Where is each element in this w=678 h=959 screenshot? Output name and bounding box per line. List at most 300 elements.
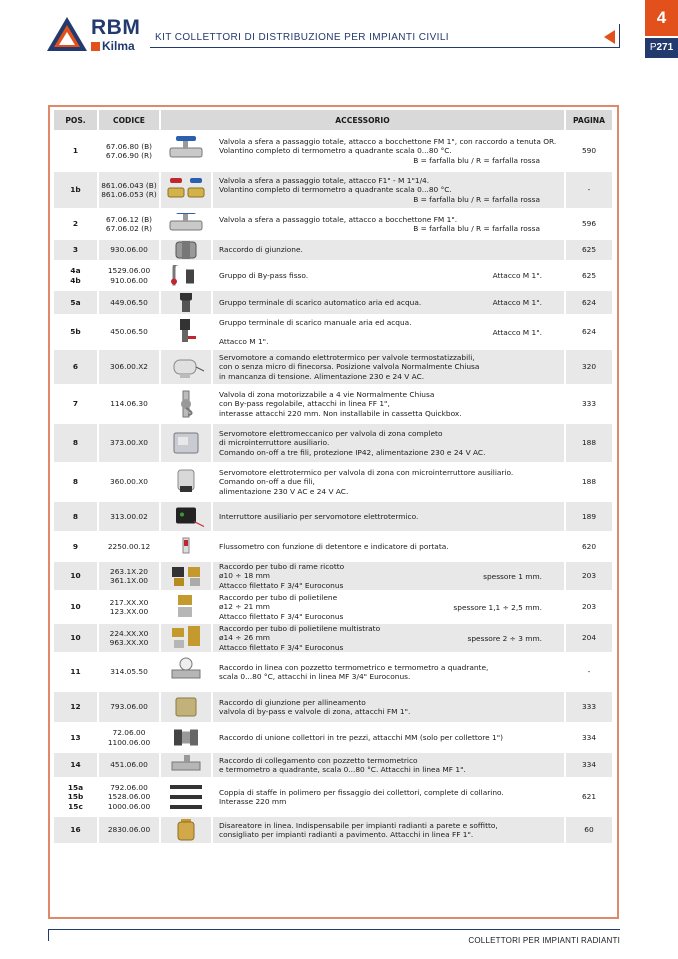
accessory-line: Attacco filettato F 3/4" Euroconus: [219, 642, 344, 652]
accessory-side-note: Attacco M 1".: [492, 270, 542, 280]
table-row[interactable]: [54, 240, 612, 260]
cell-pos: [54, 624, 99, 652]
accessory-description: [219, 756, 564, 775]
table-row[interactable]: [54, 211, 612, 237]
cell-pagina[interactable]: [566, 692, 612, 722]
deaerator-icon: [166, 825, 206, 834]
cell-codice: [99, 725, 161, 750]
accessory-side-note: Attacco M 1".: [492, 327, 542, 337]
page-ref-link[interactable]: 203: [581, 602, 597, 612]
table-row[interactable]: [54, 291, 612, 314]
accessory-lines: [219, 542, 564, 551]
code-value: 123.XX.00: [109, 607, 149, 616]
cell-image: [161, 534, 213, 559]
accessory-description: [219, 429, 564, 457]
pos-value: 1b: [70, 185, 81, 195]
table-row[interactable]: [54, 317, 612, 347]
code-value: 2830.06.00: [107, 825, 151, 835]
cell-pos: [54, 692, 99, 722]
cell-image: [161, 133, 213, 169]
accessory-lines: [219, 353, 564, 381]
cell-pos: [54, 655, 99, 689]
bypass-icon: [166, 271, 206, 280]
pos-value: 8: [72, 477, 79, 487]
pos-value: 6: [72, 362, 79, 372]
accessory-description: [219, 562, 564, 590]
page-ref-link[interactable]: 333: [581, 702, 597, 712]
table-header-row: [54, 110, 612, 130]
cell-accessorio: [213, 753, 566, 777]
cell-pos: [54, 211, 99, 237]
cell-codice: [99, 817, 161, 843]
cell-pagina[interactable]: [566, 387, 612, 421]
cell-pagina[interactable]: [566, 291, 612, 314]
table-row[interactable]: [54, 263, 612, 288]
cell-image: [161, 317, 213, 347]
page-ref-link[interactable]: 333: [581, 399, 597, 409]
accessory-line: Comando on-off a tre fili, protezione IP42, alimentazione 230 e 24 V AC.: [219, 447, 486, 457]
cell-codice: [99, 502, 161, 531]
cell-codice: [99, 263, 161, 288]
cell-accessorio: [213, 350, 566, 384]
cell-pos: [54, 725, 99, 750]
cell-pos: [54, 350, 99, 384]
table-row[interactable]: [54, 387, 612, 421]
cell-accessorio: [213, 211, 566, 237]
page-ref-link[interactable]: 203: [581, 571, 597, 581]
page-ref-link[interactable]: 188: [581, 477, 597, 487]
cell-pagina[interactable]: [566, 593, 612, 621]
table-row[interactable]: [54, 133, 612, 169]
accessory-description: [219, 271, 564, 280]
page-ref-link[interactable]: 625: [581, 245, 597, 255]
table-body: [54, 130, 612, 843]
accessory-line: Interasse 220 mm: [219, 797, 287, 806]
page-ref-link[interactable]: 621: [581, 792, 597, 802]
cell-pagina[interactable]: [566, 133, 612, 169]
code-value: 263.1X.20: [110, 566, 148, 576]
page-ref-link[interactable]: 60: [584, 825, 594, 835]
cell-pos: [54, 240, 99, 260]
cell-codice: [99, 291, 161, 314]
accessory-line: Coppia di staffe in polimero per fissaggio dei collettori, complete di collarino.: [219, 787, 504, 797]
page-ref-link[interactable]: -: [587, 667, 591, 677]
accessory-description: [219, 390, 564, 418]
accessory-line: Raccordo per tubo di polietilene multistrato: [219, 624, 381, 634]
cell-pagina[interactable]: [566, 263, 612, 288]
accessory-lines: [219, 468, 564, 496]
accessory-line: ø12 ÷ 21 mm: [219, 602, 270, 612]
motor-icon: [166, 438, 206, 447]
cell-pagina[interactable]: [566, 780, 612, 814]
accessory-lines: [219, 698, 564, 717]
code-value: 114.06.30: [110, 399, 148, 409]
cell-pagina[interactable]: [566, 350, 612, 384]
cell-pos: [54, 317, 99, 347]
cell-codice: [99, 655, 161, 689]
accessory-description: [219, 137, 564, 156]
cell-image: [161, 655, 213, 689]
pos-value: 4a: [70, 266, 81, 276]
cell-codice: [99, 692, 161, 722]
cell-codice: [99, 465, 161, 499]
cell-pagina[interactable]: [566, 655, 612, 689]
cell-codice: [99, 424, 161, 462]
sub-brand-label: Kilma: [102, 39, 135, 53]
accessory-lines: [219, 215, 564, 224]
cell-pos: [54, 817, 99, 843]
cell-accessorio: [213, 562, 566, 590]
table-row[interactable]: [54, 655, 612, 689]
cell-codice: [99, 350, 161, 384]
cell-image: [161, 817, 213, 843]
cell-pos: [54, 502, 99, 531]
accessory-description: [219, 593, 564, 621]
accessory-line: Raccordo in linea con pozzetto termometrico e termometro a quadrante,: [219, 662, 489, 672]
page-number: 271: [656, 42, 674, 53]
pos-value: 15b: [67, 792, 84, 802]
footer-tick: [48, 929, 49, 941]
cell-codice: [99, 593, 161, 621]
accessory-side-note: spessore 1 mm.: [483, 572, 542, 582]
cell-image: [161, 624, 213, 652]
ball-valve-pair-icon: [166, 185, 206, 194]
chapter-tab[interactable]: 4: [645, 0, 678, 36]
color-legend-note: B = farfalla blu / R = farfalla rossa: [413, 194, 540, 204]
pos-value: 8: [72, 438, 79, 448]
accessory-lines: [219, 663, 564, 682]
cell-pos: [54, 172, 99, 208]
accessory-line: in mancanza di tensione. Alimentazione 230 e 24 V AC.: [219, 371, 425, 381]
cell-codice: [99, 133, 161, 169]
code-value: 67.06.90 (R): [105, 151, 153, 160]
cell-image: [161, 465, 213, 499]
accessory-line: ø14 ÷ 26 mm: [219, 633, 270, 643]
accessories-table: [54, 110, 612, 843]
cell-image: [161, 263, 213, 288]
table-row[interactable]: [54, 502, 612, 531]
brand-logo[interactable]: [47, 16, 147, 56]
accessory-lines: [219, 390, 564, 418]
cell-pos: [54, 780, 99, 814]
pos-value: 11: [70, 667, 81, 677]
cell-pos: [54, 534, 99, 559]
accessory-lines: [219, 429, 564, 457]
table-row[interactable]: [54, 172, 612, 208]
page-ref-link[interactable]: 620: [581, 541, 597, 551]
table-row[interactable]: [54, 692, 612, 722]
cell-pagina[interactable]: [566, 562, 612, 590]
accessory-side-note: spessore 1,1 ÷ 2,5 mm.: [453, 603, 542, 613]
cell-accessorio: [213, 725, 566, 750]
footer-section-title: COLLETTORI PER IMPIANTI RADIANTI: [468, 936, 620, 945]
table-row[interactable]: [54, 350, 612, 384]
connection-fitting-icon: [166, 760, 206, 769]
accessory-lines: [219, 271, 308, 280]
cell-image: [161, 562, 213, 590]
accessory-line: Gruppo di By-pass fisso.: [219, 270, 309, 280]
cell-pagina[interactable]: [566, 172, 612, 208]
accessory-description: [219, 298, 564, 307]
cell-pagina[interactable]: [566, 502, 612, 531]
table-row[interactable]: [54, 424, 612, 462]
cell-accessorio: [213, 780, 566, 814]
cell-accessorio: [213, 317, 566, 347]
accessory-line: Attacco M 1".: [219, 337, 269, 346]
cell-accessorio: [213, 624, 566, 652]
accessory-description: [219, 788, 564, 807]
page-ref-link[interactable]: 320: [581, 362, 597, 372]
cell-accessorio: [213, 424, 566, 462]
accessory-description: [219, 353, 564, 381]
page-ref-link[interactable]: 596: [581, 219, 597, 229]
code-value: 67.06.12 (B): [105, 214, 153, 224]
accessory-line: Gruppo terminale di scarico automatico aria ed acqua.: [219, 297, 422, 307]
cell-pos: [54, 387, 99, 421]
accessory-description: [219, 468, 564, 496]
cell-codice: [99, 317, 161, 347]
page-ref-link[interactable]: 625: [581, 270, 597, 280]
page-ref-link[interactable]: 334: [581, 760, 597, 770]
cell-accessorio: [213, 172, 566, 208]
accessory-description: [219, 821, 564, 840]
cell-image: [161, 692, 213, 722]
cell-pagina[interactable]: [566, 211, 612, 237]
thermometer-fitting-icon: [166, 667, 206, 676]
pos-value: 10: [70, 571, 81, 581]
code-value: 67.06.02 (R): [105, 224, 153, 233]
multilayer-fitting-icon: [166, 633, 206, 642]
cell-accessorio: [213, 263, 566, 288]
cell-pagina[interactable]: [566, 465, 612, 499]
pos-value: 12: [70, 702, 81, 712]
cell-codice: [99, 780, 161, 814]
cell-accessorio: [213, 692, 566, 722]
accessory-line: con By-pass regolabile, attacchi in linea FF 1",: [219, 399, 390, 409]
zone-valve-icon: [166, 399, 206, 408]
accessory-line: alimentazione 230 V AC e 24 V AC.: [219, 486, 349, 496]
cell-pagina[interactable]: [566, 240, 612, 260]
accessory-lines: [219, 788, 564, 807]
code-value: 72.06.00: [112, 728, 146, 738]
accessory-line: Volantino completo di termometro a quadrante scala 0...80 °C.: [219, 185, 452, 195]
accessory-line: Raccordo per tubo di polietilene: [219, 593, 338, 603]
accessory-line: Attacco filettato F 3/4" Euroconus: [219, 580, 344, 590]
cell-pos: [54, 562, 99, 590]
page-ref-link[interactable]: 590: [581, 146, 597, 156]
cell-pagina[interactable]: [566, 424, 612, 462]
copper-fitting-icon: [166, 571, 206, 580]
code-value: 1529.06.00: [107, 266, 151, 276]
table-row[interactable]: [54, 725, 612, 750]
three-piece-union-icon: [166, 733, 206, 742]
accessory-line: Raccordo di collegamento con pozzetto termometrico: [219, 755, 418, 765]
pos-value: 16: [70, 825, 81, 835]
accessory-side-note: spessore 2 ÷ 3 mm.: [467, 634, 542, 644]
accessory-line: Gruppo terminale di scarico manuale aria ed acqua.: [219, 317, 412, 327]
code-value: 313.00.02: [110, 511, 148, 521]
accessory-description: [219, 663, 564, 682]
cell-pagina[interactable]: [566, 624, 612, 652]
accessory-line: Interruttore ausiliario per servomotore elettrotermico.: [219, 511, 419, 521]
code-value: 217.XX.X0: [109, 597, 149, 607]
pos-value: 9: [72, 541, 79, 551]
accessory-line: Flussometro con funzione di detentore e indicatore di portata.: [219, 541, 449, 551]
page-ref-link[interactable]: 204: [581, 633, 597, 643]
code-value: 314.05.50: [110, 667, 148, 677]
table-row[interactable]: [54, 465, 612, 499]
page-ref-link[interactable]: -: [587, 185, 591, 195]
accessory-line: Raccordo per tubo di rame ricotto: [219, 562, 345, 572]
accessory-lines: [219, 176, 564, 195]
drain-icon: [166, 327, 206, 336]
color-legend-note: B = farfalla blu / R = farfalla rossa: [413, 224, 540, 233]
kilma-mark-icon: [91, 42, 100, 51]
union-icon: [166, 702, 206, 711]
column-header-codice: CODICE: [99, 110, 161, 130]
pe-fitting-icon: [166, 602, 206, 611]
fitting-icon: [166, 245, 206, 254]
cell-pagina[interactable]: [566, 725, 612, 750]
accessory-line: scala 0...80 °C, attacchi in linea MF 3/4" Euroconus.: [219, 672, 411, 681]
code-value: 1100.06.00: [107, 737, 151, 747]
pos-value: 3: [72, 245, 79, 255]
pos-value: 1: [72, 146, 79, 156]
code-value: 861.06.053 (R): [101, 190, 157, 199]
page-ref-link[interactable]: 189: [581, 511, 597, 521]
page-prefix: P: [649, 42, 657, 53]
cell-image: [161, 502, 213, 531]
code-value: 930.06.00: [110, 245, 148, 255]
accessory-description: [219, 176, 564, 195]
cell-image: [161, 350, 213, 384]
code-value: 861.06.043 (B): [101, 180, 157, 190]
accessory-lines: [219, 593, 343, 621]
accessory-line: Attacco filettato F 3/4" Euroconus: [219, 611, 344, 621]
cell-pagina[interactable]: [566, 753, 612, 777]
accessory-line: di microinterruttore ausiliario.: [219, 438, 330, 448]
cell-codice: [99, 534, 161, 559]
color-legend-note: B = farfalla blu / R = farfalla rossa: [413, 155, 540, 165]
accessory-line: Servomotore elettrotermico per valvola di zona con microinterruttore ausiliario.: [219, 468, 514, 478]
accessory-line: Raccordo di unione collettori in tre pezzi, attacchi MM (solo per collettore 1"): [219, 732, 504, 742]
pos-value: 5a: [70, 297, 81, 307]
code-value: 1000.06.00: [107, 801, 151, 811]
accessory-description: [219, 318, 564, 337]
table-row[interactable]: [54, 753, 612, 777]
table-row[interactable]: [54, 817, 612, 843]
page-number-tab: [645, 38, 678, 58]
actuator-icon: [166, 362, 206, 371]
header-vertical-divider: [619, 24, 620, 48]
code-value: 910.06.00: [110, 275, 148, 285]
arrow-left-icon: [604, 30, 615, 44]
cell-image: [161, 211, 213, 237]
accessory-line: Volantino completo di termometro a quadrante scala 0...80 °C.: [219, 146, 452, 156]
accessory-line: Valvola di zona motorizzabile a 4 vie Normalmente Chiusa: [219, 390, 435, 400]
ball-valve-icon: [166, 219, 206, 228]
code-value: 2250.00.12: [107, 541, 151, 551]
brand-name: RBM: [91, 16, 141, 39]
page-ref-link[interactable]: 188: [581, 438, 597, 448]
cell-accessorio: [213, 387, 566, 421]
cell-codice: [99, 753, 161, 777]
accessory-line: ø10 ÷ 18 mm: [219, 571, 270, 581]
accessory-description: [219, 215, 564, 224]
accessory-description: [219, 542, 564, 551]
accessory-lines: [219, 245, 564, 254]
cell-pos: [54, 291, 99, 314]
cell-pagina[interactable]: [566, 534, 612, 559]
accessory-line: Raccordo di giunzione.: [219, 245, 303, 255]
cell-image: [161, 291, 213, 314]
code-value: 963.XX.X0: [109, 638, 149, 647]
accessory-lines: [219, 562, 344, 590]
page-ref-link[interactable]: 334: [581, 732, 597, 742]
pos-value: 2: [72, 219, 79, 229]
cell-image: [161, 424, 213, 462]
cell-pagina[interactable]: [566, 317, 612, 347]
pos-value: 4b: [70, 275, 81, 285]
rbm-triangle-logo-icon: [47, 17, 87, 51]
accessory-line: con o senza micro di finecorsa. Posizione valvola Normalmente Chiusa: [219, 362, 480, 372]
accessory-lines: [219, 512, 564, 521]
column-header-accessorio: ACCESSORIO: [161, 110, 566, 130]
column-header-pagina: PAGINA: [566, 110, 612, 130]
pos-value: 13: [70, 732, 81, 742]
code-value: 224.XX.X0: [109, 628, 149, 638]
bracket-icon: [166, 792, 206, 801]
code-value: 792.06.00: [110, 783, 148, 793]
table-row[interactable]: [54, 624, 612, 652]
table-row[interactable]: [54, 534, 612, 559]
air-vent-icon: [166, 298, 206, 307]
switch-icon: [166, 512, 206, 521]
cell-codice: [99, 624, 161, 652]
cell-image: [161, 387, 213, 421]
accessory-description: [219, 245, 564, 254]
code-value: 373.00.X0: [110, 438, 148, 448]
page-ref-link[interactable]: 624: [581, 327, 597, 337]
page-ref-link[interactable]: 624: [581, 297, 597, 307]
accessory-description: [219, 733, 564, 742]
code-value: 361.1X.00: [110, 576, 148, 585]
accessory-line: Servomotore elettromeccanico per valvola di zona completo: [219, 429, 443, 439]
table-row[interactable]: [54, 562, 612, 590]
table-row[interactable]: [54, 593, 612, 621]
cell-accessorio: [213, 502, 566, 531]
cell-accessorio: [213, 817, 566, 843]
page-title: KIT COLLETTORI DI DISTRIBUZIONE PER IMPIANTI CIVILI: [155, 32, 449, 43]
accessory-line: Valvola a sfera a passaggio totale, attacco a bocchettone FM 1".: [219, 214, 458, 224]
code-value: 360.00.X0: [110, 477, 148, 487]
cell-accessorio: [213, 133, 566, 169]
cell-pos: [54, 593, 99, 621]
ball-valve-icon: [166, 146, 206, 155]
pos-value: 8: [72, 511, 79, 521]
cell-accessorio: [213, 291, 566, 314]
accessory-description: [219, 624, 564, 652]
column-header-pos: POS.: [54, 110, 99, 130]
code-value: 1528.06.00: [107, 792, 151, 802]
table-row[interactable]: [54, 780, 612, 814]
cell-pagina[interactable]: [566, 817, 612, 843]
cell-image: [161, 172, 213, 208]
accessory-line: Valvola a sfera a passaggio totale, attacco a bocchettone FM 1", con raccordo a tenuta OR.: [219, 137, 557, 147]
pos-value: 15a: [67, 783, 84, 793]
accessory-line: Valvola a sfera a passaggio totale, attacco F1" - M 1"1/4.: [219, 176, 430, 186]
pos-value: 10: [70, 602, 81, 612]
